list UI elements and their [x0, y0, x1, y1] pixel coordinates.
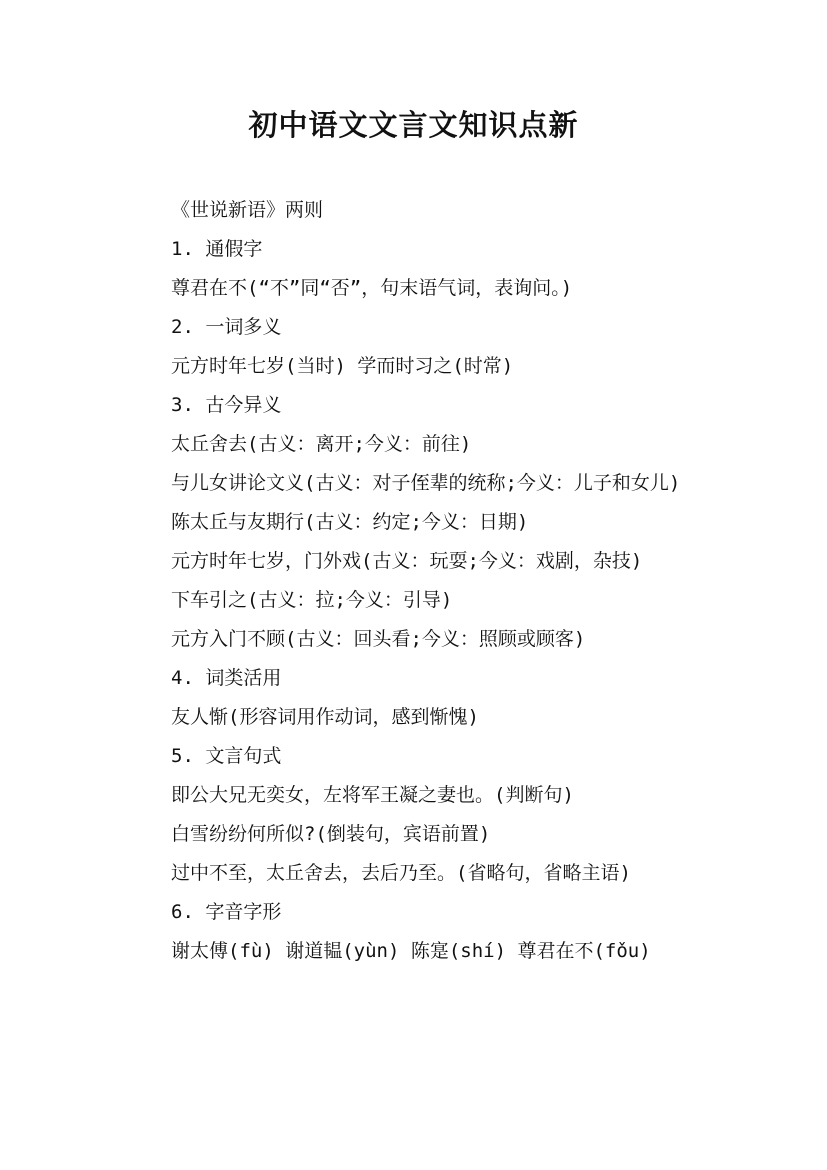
paragraph: 太丘舍去(古义：离开;今义：前往)	[171, 433, 472, 455]
paragraph: 元方入门不顾(古义：回头看;今义：照顾或顾客)	[171, 628, 586, 650]
document-title: 初中语文文言文知识点新	[248, 108, 579, 142]
item-heading: 1. 通假字	[171, 238, 263, 260]
section-heading: 《世说新语》两则	[171, 199, 324, 221]
document-body	[126, 191, 716, 971]
paragraph: 即公大兄无奕女，左将军王凝之妻也。(判断句)	[171, 784, 574, 806]
paragraph: 白雪纷纷何所似?(倒装句，宾语前置)	[171, 823, 491, 845]
item-heading: 4. 词类活用	[171, 667, 282, 689]
paragraph: 谢太傅(fù) 谢道韫(yùn) 陈寔(shí) 尊君在不(fǒu)	[171, 940, 651, 962]
item-heading: 6. 字音字形	[171, 901, 282, 923]
paragraph: 友人惭(形容词用作动词，感到惭愧)	[171, 706, 479, 728]
paragraph: 下车引之(古义：拉;今义：引导)	[171, 589, 453, 611]
paragraph: 与儿女讲论文义(古义：对子侄辈的统称;今义：儿子和女儿)	[171, 472, 681, 494]
paragraph: 陈太丘与友期行(古义：约定;今义：日期)	[171, 511, 529, 533]
paragraph: 过中不至，太丘舍去，去后乃至。(省略句，省略主语)	[171, 862, 631, 884]
item-heading: 2. 一词多义	[171, 316, 282, 338]
item-heading: 3. 古今异义	[171, 394, 282, 416]
paragraph: 尊君在不(“不”同“否”，句末语气词，表询问。)	[171, 277, 573, 299]
item-heading: 5. 文言句式	[171, 745, 282, 767]
paragraph: 元方时年七岁，门外戏(古义：玩耍;今义：戏剧，杂技)	[171, 550, 643, 572]
paragraph: 元方时年七岁(当时) 学而时习之(时常)	[171, 355, 514, 377]
